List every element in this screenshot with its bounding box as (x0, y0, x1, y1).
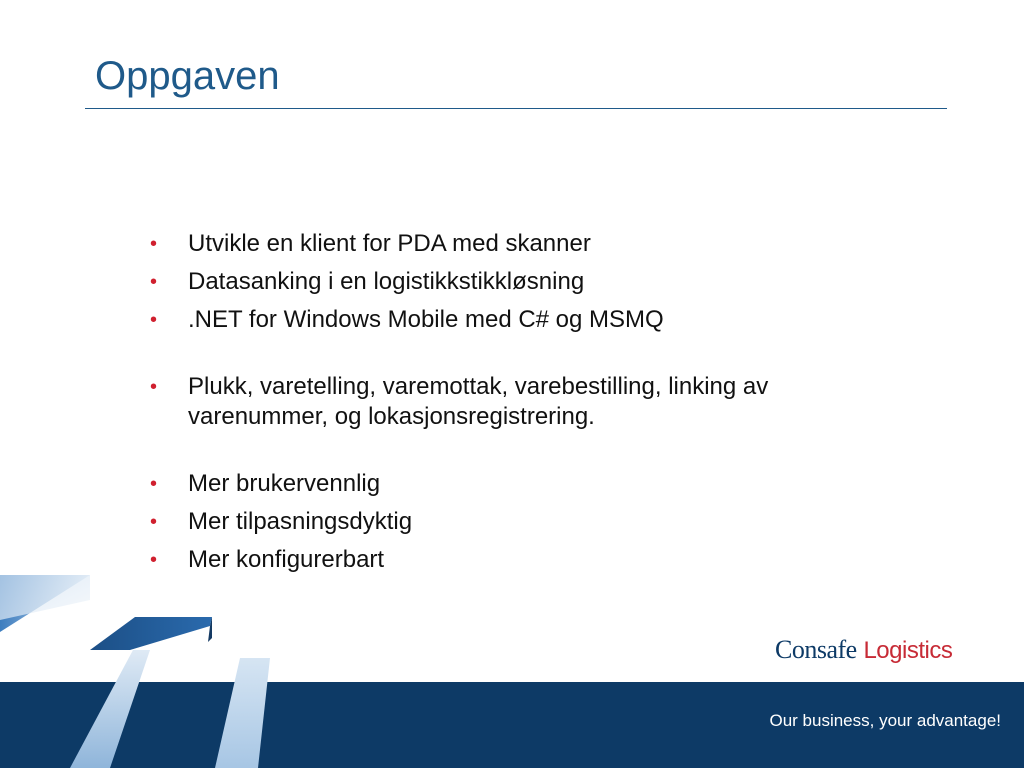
logo-text-logistics: Logistics (863, 637, 953, 664)
bullet-icon: • (150, 309, 158, 331)
footer-tagline: Our business, your advantage! (769, 711, 1001, 730)
consafe-logistics-logo (775, 634, 952, 666)
bullet-item: • Mer konfigurerbart (150, 546, 385, 573)
bullet-item: • Utvikle en klient for PDA med skanner (150, 230, 591, 257)
bullet-item: • Mer tilpasningsdyktig (150, 508, 413, 535)
bullet-item: • Datasanking i en logistikkstikkløsning (150, 268, 585, 295)
bullet-item: • .NET for Windows Mobile med C# og MSMQ (150, 306, 664, 333)
bullet-list (150, 229, 870, 583)
logo-text-consafe: Consafe (775, 635, 857, 664)
bullet-icon: • (150, 549, 158, 571)
bullet-icon: • (150, 376, 158, 398)
decorative-shapes-icon (0, 560, 300, 768)
bullet-item: • Mer brukervennlig (150, 470, 381, 497)
bullet-icon: • (150, 233, 158, 255)
bullet-icon: • (150, 473, 158, 495)
title-divider (85, 108, 947, 109)
bullet-icon: • (150, 511, 158, 533)
bullet-item: • Plukk, varetelling, varemottak, varebestilling, linking av varenummer, og lokasjonsregistrering. (150, 373, 769, 430)
bullet-icon: • (150, 271, 158, 293)
slide-title: Oppgaven (95, 54, 280, 98)
